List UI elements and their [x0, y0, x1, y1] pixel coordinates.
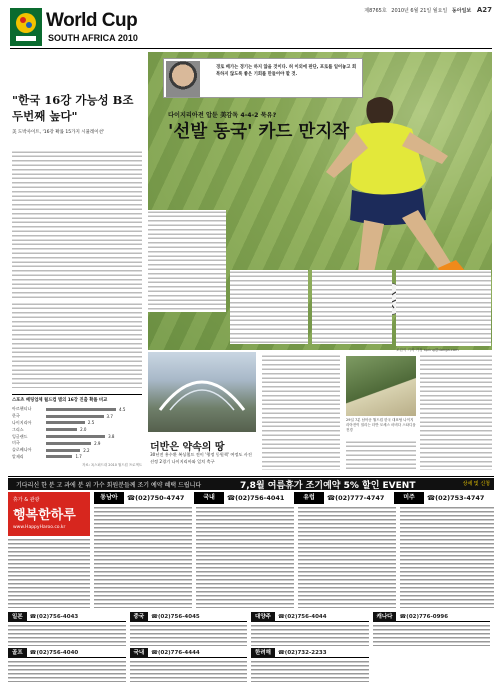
- odds-table-row: [12, 433, 142, 440]
- ad-column-head[interactable]: [394, 492, 490, 504]
- lower-feature-headline: 더반은 약속의 땅: [150, 442, 225, 453]
- ad-listing-block-2: [94, 506, 192, 608]
- odds-team: 미국: [12, 440, 20, 446]
- odds-table-row: [12, 426, 142, 433]
- pull-quote-source: 美 도박사이트, '16강 확률 15가지 시뮬레이션': [12, 130, 105, 135]
- ad-sections: [8, 612, 494, 684]
- trophy-icon: [10, 8, 42, 46]
- pull-quote-text: "한국 16강 가능성 B조 두번째 높다": [12, 93, 134, 123]
- odds-value: 2.2: [83, 447, 90, 453]
- ad-section-phone: ☎(02)732-2233: [277, 649, 327, 656]
- odds-table-rows: [12, 406, 142, 460]
- columnist-box: [163, 58, 363, 98]
- page-header: [10, 6, 492, 48]
- odds-team: 아르헨티나: [12, 406, 32, 412]
- lower-feature-photo: [148, 352, 256, 432]
- ad-listing-area: [8, 538, 494, 684]
- odds-table-title: 스포츠 베팅업체 월드컵 별의 16강 진출 확률 비교: [12, 398, 108, 403]
- ad-column-name: 동남아: [94, 492, 124, 504]
- ad-section-phone: ☎(02)776-0996: [399, 613, 449, 620]
- odds-bar: [46, 421, 85, 424]
- feature-kicker: 다이지리아전 압둔 美감독 4-4-2 묵유?: [168, 112, 277, 119]
- bottom-photo-caption: 29일 7분 남아공 월드컵 한국 대표팀 나이지리아전이 열리는 더반 모세스 마비다 스타디움 전경: [346, 418, 416, 432]
- ad-section-name: 골프: [8, 648, 27, 658]
- ad-section-listings: [130, 660, 248, 682]
- ad-section[interactable]: [8, 612, 126, 646]
- ad-section-phone: ☎(02)756-4040: [29, 649, 79, 656]
- odds-bar: [46, 449, 80, 452]
- ad-section-name: 한려해: [251, 648, 275, 658]
- ad-column-phone: ☎(02)753-4747: [427, 494, 485, 502]
- issue-info: [364, 6, 492, 14]
- issue-date: 2010년 6월 21일 월요일: [391, 8, 448, 14]
- odds-table-row: [12, 406, 142, 413]
- ad-brand-url: www.HappyHaroo.co.kr: [13, 525, 66, 530]
- odds-value: 4.5: [119, 406, 126, 412]
- ad-section[interactable]: [130, 648, 248, 682]
- odds-team: 한국: [12, 413, 20, 419]
- lower-body-col-2: [346, 440, 416, 470]
- issue-number: 제8765호: [364, 8, 387, 14]
- odds-team: 알제리: [12, 453, 24, 459]
- odds-table-row: [12, 420, 142, 427]
- odds-bar: [46, 408, 116, 411]
- columnist-quote: 경로 배가는 경기는 하지 않을 것이다. 허 이외에 판단, 포로를 일어놓고 회복하지 않도록 좋은 기회를 만들어야 할 것.: [216, 65, 357, 77]
- page-number: A27: [476, 6, 492, 14]
- ad-listing-block-1: [8, 538, 90, 608]
- ad-column-name: 국내: [194, 492, 224, 504]
- feature-body-col-2: [230, 270, 308, 344]
- stadium-arch-icon: [156, 364, 248, 414]
- feature-body-col-3: [312, 270, 392, 344]
- ad-column-phone: ☎(02)756-4041: [227, 494, 285, 502]
- ad-section-name: 국내: [130, 648, 149, 658]
- columnist-avatar: [166, 61, 200, 97]
- ad-section-listings: [373, 624, 491, 646]
- bottom-photo: [346, 356, 416, 416]
- odds-value: 2.0: [80, 427, 87, 433]
- ad-column-name: 유럽: [294, 492, 324, 504]
- odds-value: 3.8: [108, 434, 115, 440]
- ad-listing-block-5: [400, 506, 494, 608]
- ad-top-rule: [8, 476, 494, 477]
- odds-value: 2.5: [87, 420, 95, 426]
- ad-listing-block-4: [298, 506, 396, 608]
- paper-name: 동아일보: [451, 8, 472, 14]
- world-cup-logo: [10, 8, 160, 46]
- odds-value: 3.7: [106, 413, 113, 419]
- lower-body-col-3: [420, 354, 492, 470]
- ad-columns: [94, 492, 494, 504]
- odds-bar: [46, 415, 104, 418]
- ad-section[interactable]: [130, 612, 248, 646]
- odds-value: 1.7: [75, 454, 82, 460]
- odds-team: 나이지리아: [12, 419, 32, 425]
- odds-table-footnote: 자료: 옥스퍼드대 2010 월드컵 프로젝트: [82, 463, 142, 468]
- ad-column-head[interactable]: [294, 492, 390, 504]
- ad-section[interactable]: [8, 648, 126, 682]
- ad-column-name: 미주: [394, 492, 424, 504]
- ad-section-listings: [251, 624, 369, 646]
- feature-body-col-4: [396, 270, 491, 346]
- pull-quote-box: [12, 92, 142, 142]
- feature-headline: '선발 동국' 카드 만지작: [168, 122, 350, 142]
- ad-brand-main: 행복한하루: [13, 508, 76, 523]
- odds-table-row: [12, 413, 142, 420]
- ad-section[interactable]: [251, 648, 369, 682]
- ad-column-phone: ☎(02)777-4747: [327, 494, 385, 502]
- odds-bar: [46, 435, 105, 438]
- ad-section-name: 대양주: [251, 612, 275, 622]
- logo-title: World Cup: [46, 10, 138, 31]
- ad-listing-block-3: [196, 506, 294, 608]
- ad-section-name: 캐나다: [373, 612, 397, 622]
- odds-bar: [46, 428, 77, 431]
- odds-bar: [46, 455, 72, 458]
- ad-column-head[interactable]: [194, 492, 290, 504]
- ad-brand-prefix: 휴가 & 관광: [13, 497, 40, 503]
- odds-table-box: [12, 394, 142, 472]
- feature-body-col-1: [148, 210, 226, 312]
- odds-table-row: [12, 447, 142, 454]
- logo-subtitle: SOUTH AFRICA 2010: [48, 33, 138, 43]
- odds-table-row: [12, 440, 142, 447]
- ad-section[interactable]: [373, 612, 491, 646]
- ad-section-name: 중국: [130, 612, 149, 622]
- ad-event-tag[interactable]: 상세 및 신청: [462, 481, 490, 487]
- ad-event-title: 7,8월 여름휴가 조기예약 5% 할인 EVENT: [240, 481, 416, 491]
- odds-team: 슬로베니아: [12, 447, 32, 453]
- odds-value: 2.9: [94, 440, 101, 446]
- ad-section-phone: ☎(02)756-4043: [29, 613, 79, 620]
- ad-section-listings: [130, 624, 248, 646]
- ad-banner: [8, 478, 494, 490]
- odds-table-row: [12, 454, 142, 461]
- ad-column-head[interactable]: [94, 492, 190, 504]
- ad-section-phone: ☎(02)756-4045: [151, 613, 200, 620]
- left-article-body-2: [12, 302, 142, 388]
- feature-byline: 조한이 기자 기정 spring@donga.com: [396, 348, 459, 352]
- ad-section-listings: [8, 624, 126, 646]
- ad-section-name: 일본: [8, 612, 27, 622]
- ad-section[interactable]: [251, 612, 369, 646]
- odds-team: 그리스: [12, 426, 24, 432]
- ad-section-listings: [8, 660, 126, 682]
- ad-column-phone: ☎(02)750-4747: [127, 494, 185, 502]
- header-rule: [10, 48, 492, 49]
- ad-brand-box[interactable]: [8, 492, 90, 536]
- ad-section-phone: ☎(02)776-4444: [151, 649, 200, 656]
- left-article-body: [12, 150, 142, 300]
- ad-banner-text: 기다리신 한 분 고 과에 분 위 가수 회원분들께 조기 예약 혜택 드립니다: [16, 482, 202, 489]
- ad-section-listings: [251, 660, 369, 682]
- odds-team: 잉글랜드: [12, 433, 28, 439]
- ad-section-phone: ☎(02)756-4044: [277, 613, 327, 620]
- lower-feature-deck: 30년전 홍수환 복싱챔프 전이 '행정 동원책' 여정도 사진 선정 2경기 나이지리아와 일치 축구: [150, 452, 252, 464]
- lower-body-col-1: [262, 354, 340, 470]
- odds-bar: [46, 442, 91, 445]
